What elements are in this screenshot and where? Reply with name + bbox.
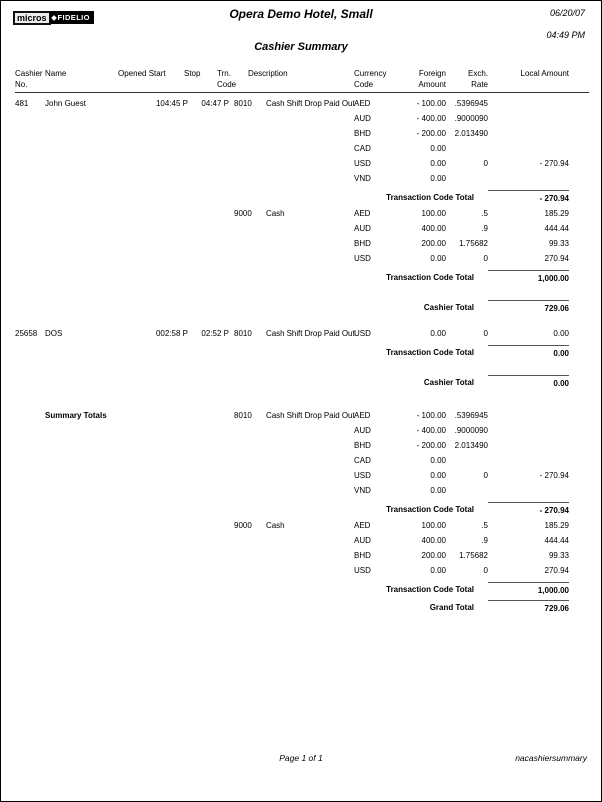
cell-local-amount (488, 483, 569, 498)
cell-description: Cash Shift Drop Paid Out (266, 99, 355, 108)
cell-cashier-no (15, 483, 45, 498)
total-label: Transaction Code Total (386, 273, 474, 282)
cell-name (45, 518, 117, 533)
cell-description: Cash (266, 209, 285, 218)
cell-cashier-no (15, 141, 45, 156)
table-row (15, 468, 569, 483)
cell-trn-code (233, 453, 263, 468)
table-row (15, 171, 569, 186)
cell-foreign-amount: - 200.00 (416, 441, 446, 450)
cell-local-amount: 185.29 (544, 209, 569, 218)
cell-stop (188, 423, 233, 438)
cell-opened-start (117, 206, 188, 221)
cell-description (263, 141, 354, 156)
cell-foreign-amount: 100.00 (421, 209, 446, 218)
cell-opened-start (117, 171, 188, 186)
cell-opened-start (117, 518, 188, 533)
total-row (15, 600, 569, 616)
col-header-opened-start: Opened Start (118, 69, 166, 78)
table-row (15, 141, 569, 156)
cell-cashier-no (15, 533, 45, 548)
cell-exch-rate: 1.75682 (459, 239, 488, 248)
cell-currency-code: AUD (354, 536, 371, 545)
cell-trn-code: 8010 (234, 411, 252, 420)
cell-name (45, 126, 117, 141)
cell-local-amount (488, 453, 569, 468)
cell-foreign-amount: - 400.00 (416, 426, 446, 435)
cell-local-amount (488, 141, 569, 156)
cell-cashier-no (15, 111, 45, 126)
cell-name: DOS (45, 329, 63, 338)
cell-name (45, 548, 117, 563)
col-header-currency-code: Currency Code (354, 69, 387, 89)
cell-cashier-no (15, 468, 45, 483)
cell-description (263, 156, 354, 171)
cell-cashier-no (15, 518, 45, 533)
cell-name (45, 251, 117, 266)
cell-description (263, 221, 354, 236)
cell-currency-code: BHD (354, 551, 371, 560)
cell-exch-rate (446, 453, 488, 468)
total-row (15, 502, 569, 518)
cell-local-amount: 185.29 (544, 521, 569, 530)
cell-cashier-no: 25658 (15, 329, 38, 338)
cell-foreign-amount: - 100.00 (416, 99, 446, 108)
col-header-exch-rate: Exch. Rate (467, 69, 488, 89)
col-header-name: Name (45, 69, 67, 78)
cell-currency-code: AUD (354, 114, 371, 123)
total-value: - 270.94 (488, 190, 569, 206)
table-row (15, 483, 569, 498)
col-header-local-amount: Local Amount (520, 69, 569, 78)
cell-stop (188, 563, 233, 578)
cashier-summary-table (15, 68, 589, 616)
cell-foreign-amount: 0.00 (430, 456, 446, 465)
cell-foreign-amount: 400.00 (421, 224, 446, 233)
cell-currency-code: AUD (354, 224, 371, 233)
cell-opened-start (117, 111, 188, 126)
table-row (15, 156, 569, 171)
page-number: Page 1 of 1 (279, 753, 323, 763)
cell-stop (188, 206, 233, 221)
cell-currency-code: USD (354, 329, 371, 338)
cell-foreign-amount: 0.00 (430, 159, 446, 168)
cell-trn-code (233, 533, 263, 548)
cell-local-amount (488, 96, 569, 111)
cell-currency-code: AED (354, 521, 371, 530)
cell-description (263, 171, 354, 186)
cell-opened-start (117, 438, 188, 453)
cell-currency-code: VND (354, 486, 371, 495)
cell-cashier-no (15, 126, 45, 141)
cell-name (45, 141, 117, 156)
cell-trn-code (233, 111, 263, 126)
cell-cashier-no (15, 156, 45, 171)
report-date: 06/20/07 (549, 8, 585, 18)
cell-exch-rate: 0 (483, 566, 488, 575)
table-row (15, 563, 569, 578)
cell-exch-rate: .5 (481, 209, 488, 218)
total-label: Transaction Code Total (386, 505, 474, 514)
cell-trn-code (233, 126, 263, 141)
cell-name (45, 236, 117, 251)
cell-stop (188, 236, 233, 251)
cell-cashier-no: 481 (15, 99, 29, 108)
cell-trn-code (233, 221, 263, 236)
cell-local-amount: 270.94 (544, 254, 569, 263)
cell-name: Summary Totals (45, 411, 107, 420)
cell-trn-code: 8010 (234, 329, 252, 338)
cell-trn-code (233, 156, 263, 171)
total-label: Transaction Code Total (386, 585, 474, 594)
cell-name (45, 483, 117, 498)
cell-exch-rate (446, 171, 488, 186)
cell-stop (188, 483, 233, 498)
cell-local-amount: 444.44 (544, 224, 569, 233)
cell-exch-rate: .9000090 (454, 426, 488, 435)
cell-trn-code (233, 468, 263, 483)
cell-foreign-amount: - 400.00 (416, 114, 446, 123)
hotel-title: Opera Demo Hotel, Small (229, 7, 373, 21)
cell-cashier-no (15, 206, 45, 221)
cell-foreign-amount: 0.00 (430, 486, 446, 495)
cell-exch-rate: 1.75682 (459, 551, 488, 560)
cell-currency-code: CAD (354, 144, 371, 153)
cell-opened-start (117, 126, 188, 141)
fidelio-logo-text: FIDELIO (57, 13, 90, 23)
cell-currency-code: USD (354, 566, 371, 575)
table-row (15, 533, 569, 548)
cell-local-amount: - 270.94 (539, 159, 569, 168)
cell-trn-code: 8010 (234, 99, 252, 108)
table-row (15, 438, 569, 453)
cell-currency-code: CAD (354, 456, 371, 465)
table-header-row (15, 68, 569, 92)
total-value: 729.06 (488, 300, 569, 316)
cell-local-amount (488, 126, 569, 141)
cell-name (45, 171, 117, 186)
cell-opened-start: 104:45 P (155, 99, 188, 108)
total-row (15, 375, 569, 391)
total-value: 0.00 (488, 375, 569, 391)
cell-cashier-no (15, 563, 45, 578)
cell-currency-code: AED (354, 99, 371, 108)
cell-foreign-amount: 0.00 (430, 566, 446, 575)
header-divider (15, 92, 589, 93)
table-row (15, 111, 569, 126)
cell-opened-start (117, 156, 188, 171)
cell-stop (188, 533, 233, 548)
cell-exch-rate (446, 483, 488, 498)
cell-description: Cash Shift Drop Paid Out (266, 411, 355, 420)
cell-currency-code: AED (354, 411, 371, 420)
cell-trn-code: 9000 (234, 521, 252, 530)
cell-trn-code (233, 236, 263, 251)
cell-cashier-no (15, 221, 45, 236)
cell-description (263, 548, 354, 563)
cell-opened-start: 002:58 P (155, 329, 188, 338)
cell-trn-code (233, 171, 263, 186)
page-title: Cashier Summary (254, 41, 348, 53)
cell-local-amount: - 270.94 (539, 471, 569, 480)
cell-local-amount: 0.00 (553, 329, 569, 338)
cell-opened-start (117, 251, 188, 266)
table-row (15, 221, 569, 236)
cell-trn-code (233, 563, 263, 578)
cell-foreign-amount: 0.00 (430, 144, 446, 153)
cell-foreign-amount: 0.00 (430, 329, 446, 338)
table-row (15, 206, 569, 221)
total-row (15, 190, 569, 206)
cell-stop: 04:47 P (201, 99, 229, 108)
report-file-name: nacashiersummary (515, 753, 587, 763)
cell-trn-code (233, 483, 263, 498)
cell-name (45, 453, 117, 468)
cell-exch-rate: .9 (481, 536, 488, 545)
cell-name (45, 206, 117, 221)
cell-opened-start (117, 548, 188, 563)
cell-description: Cash Shift Drop Paid Out (266, 329, 355, 338)
cell-trn-code (233, 423, 263, 438)
cell-currency-code: USD (354, 254, 371, 263)
cell-description (263, 126, 354, 141)
cell-exch-rate: .5396945 (454, 411, 488, 420)
table-row (15, 408, 569, 423)
cell-stop (188, 548, 233, 563)
cell-local-amount (488, 438, 569, 453)
total-value: 1,000.00 (488, 582, 569, 598)
cell-stop (188, 126, 233, 141)
cell-description (263, 251, 354, 266)
cell-stop (188, 453, 233, 468)
cell-foreign-amount: - 200.00 (416, 129, 446, 138)
table-row (15, 251, 569, 266)
cell-foreign-amount: 0.00 (430, 174, 446, 183)
cell-local-amount: 444.44 (544, 536, 569, 545)
cell-currency-code: AED (354, 209, 371, 218)
cell-exch-rate: 0 (483, 471, 488, 480)
cell-exch-rate: 2.013490 (454, 441, 488, 450)
cell-description (263, 483, 354, 498)
cell-stop (188, 111, 233, 126)
cell-trn-code (233, 548, 263, 563)
table-row (15, 548, 569, 563)
cell-name (45, 533, 117, 548)
cell-currency-code: USD (354, 471, 371, 480)
table-row (15, 518, 569, 533)
cell-cashier-no (15, 251, 45, 266)
cell-exch-rate: 0 (483, 254, 488, 263)
cell-trn-code (233, 141, 263, 156)
cell-opened-start (117, 453, 188, 468)
cell-description: Cash (266, 521, 285, 530)
cell-name (45, 423, 117, 438)
cell-exch-rate (446, 141, 488, 156)
cell-cashier-no (15, 236, 45, 251)
cell-opened-start (117, 236, 188, 251)
cell-exch-rate: 2.013490 (454, 129, 488, 138)
total-value: 1,000.00 (488, 270, 569, 286)
cell-stop (188, 438, 233, 453)
cell-description (263, 111, 354, 126)
cell-opened-start (117, 483, 188, 498)
table-row (15, 96, 569, 111)
cell-currency-code: USD (354, 159, 371, 168)
total-row (15, 582, 569, 598)
total-value: 729.06 (488, 600, 569, 616)
cell-currency-code: BHD (354, 239, 371, 248)
cell-foreign-amount: - 100.00 (416, 411, 446, 420)
cell-cashier-no (15, 453, 45, 468)
cell-exch-rate: .9000090 (454, 114, 488, 123)
cell-local-amount: 99.33 (548, 239, 569, 248)
cell-currency-code: AUD (354, 426, 371, 435)
col-header-trn-code: Trn. Code (217, 69, 237, 89)
table-row (15, 423, 569, 438)
cell-opened-start (117, 563, 188, 578)
table-row (15, 326, 569, 341)
table-row (15, 453, 569, 468)
cell-description (263, 453, 354, 468)
micros-logo-text: micros (13, 11, 51, 25)
cell-cashier-no (15, 408, 45, 423)
cell-opened-start (117, 221, 188, 236)
cell-local-amount (488, 111, 569, 126)
cell-local-amount (488, 423, 569, 438)
cell-description (263, 438, 354, 453)
cell-currency-code: BHD (354, 129, 371, 138)
cell-description (263, 236, 354, 251)
cell-stop: 02:52 P (201, 329, 229, 338)
total-row (15, 270, 569, 286)
cell-opened-start (117, 141, 188, 156)
cell-local-amount (488, 408, 569, 423)
report-time: 04:49 PM (546, 30, 585, 40)
cell-local-amount: 270.94 (544, 566, 569, 575)
cell-opened-start (117, 533, 188, 548)
cell-exch-rate: .9 (481, 224, 488, 233)
cell-exch-rate: .5 (481, 521, 488, 530)
cell-description (263, 423, 354, 438)
cell-foreign-amount: 200.00 (421, 551, 446, 560)
cell-cashier-no (15, 438, 45, 453)
cell-foreign-amount: 0.00 (430, 471, 446, 480)
total-label: Grand Total (429, 603, 474, 612)
cell-local-amount (488, 171, 569, 186)
cell-name (45, 468, 117, 483)
table-row (15, 236, 569, 251)
cell-opened-start (117, 423, 188, 438)
total-label: Transaction Code Total (386, 348, 474, 357)
cell-description (263, 468, 354, 483)
cell-exch-rate: 0 (483, 159, 488, 168)
cell-currency-code: BHD (354, 441, 371, 450)
cell-opened-start (117, 468, 188, 483)
cell-local-amount: 99.33 (548, 551, 569, 560)
cell-stop (188, 171, 233, 186)
cell-trn-code (233, 438, 263, 453)
cell-trn-code (233, 251, 263, 266)
cell-stop (188, 518, 233, 533)
cell-stop (188, 251, 233, 266)
cell-stop (188, 221, 233, 236)
total-value: 0.00 (488, 345, 569, 361)
cell-name: John Guest (45, 99, 86, 108)
cell-name (45, 111, 117, 126)
cell-cashier-no (15, 171, 45, 186)
cell-trn-code: 9000 (234, 209, 252, 218)
table-body (15, 96, 589, 616)
cell-description (263, 533, 354, 548)
cell-foreign-amount: 100.00 (421, 521, 446, 530)
col-header-description: Description (248, 69, 288, 78)
cell-opened-start (117, 408, 188, 423)
cell-name (45, 156, 117, 171)
col-header-cashier-no: Cashier No. (15, 69, 43, 89)
cell-exch-rate: .5396945 (454, 99, 488, 108)
total-label: Cashier Total (423, 378, 474, 387)
cell-stop (188, 468, 233, 483)
cell-name (45, 563, 117, 578)
cell-description (263, 563, 354, 578)
col-header-stop: Stop (184, 69, 201, 78)
cell-stop (188, 141, 233, 156)
table-row (15, 126, 569, 141)
cell-cashier-no (15, 423, 45, 438)
total-row (15, 300, 569, 316)
cell-foreign-amount: 400.00 (421, 536, 446, 545)
col-header-foreign-amount: Foreign Amount (418, 69, 446, 89)
total-value: - 270.94 (488, 502, 569, 518)
cell-foreign-amount: 200.00 (421, 239, 446, 248)
cell-cashier-no (15, 548, 45, 563)
cell-stop (188, 408, 233, 423)
cell-exch-rate: 0 (483, 329, 488, 338)
cell-foreign-amount: 0.00 (430, 254, 446, 263)
cell-currency-code: VND (354, 174, 371, 183)
cell-name (45, 438, 117, 453)
cell-name (45, 221, 117, 236)
total-label: Transaction Code Total (386, 193, 474, 202)
total-label: Cashier Total (423, 303, 474, 312)
cell-stop (188, 156, 233, 171)
total-row (15, 345, 569, 361)
